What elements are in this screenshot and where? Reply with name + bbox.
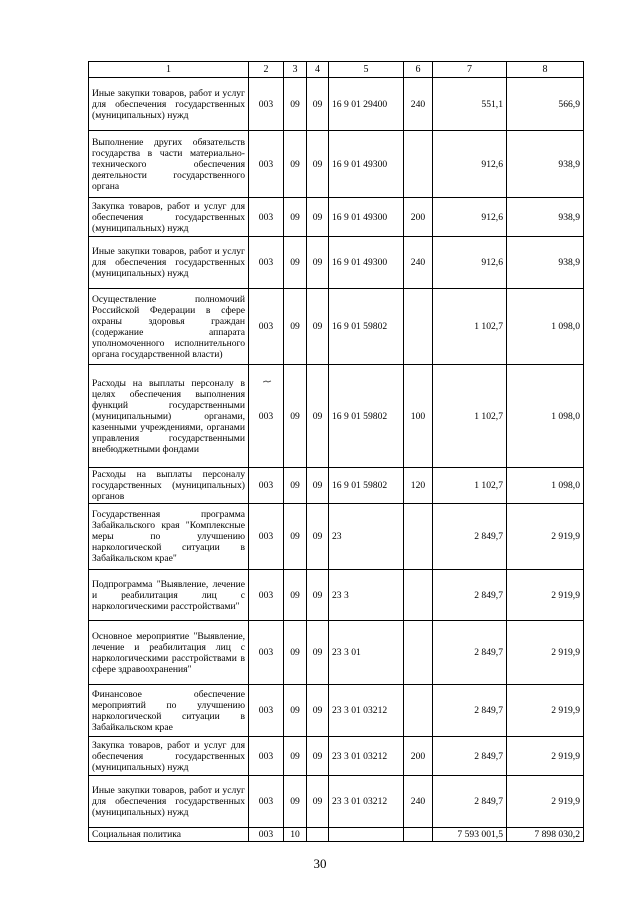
row-name: Подпрограмма "Выявление, лечение и реабилитация лиц с наркологическими расстройствами" bbox=[89, 570, 249, 621]
amount-col8: 2 919,9 bbox=[507, 621, 584, 685]
amount-col8: 2 919,9 bbox=[507, 570, 584, 621]
subsection-code: 09 bbox=[307, 621, 329, 685]
amount-col7: 2 849,7 bbox=[433, 621, 507, 685]
table-row bbox=[89, 828, 584, 842]
target-article-code: 23 bbox=[329, 504, 404, 570]
table-body bbox=[89, 62, 584, 842]
subsection-code: 09 bbox=[307, 131, 329, 198]
subsection-code: 09 bbox=[307, 685, 329, 737]
table-row bbox=[89, 289, 584, 365]
ministry-code: 003 bbox=[249, 737, 284, 776]
expense-type-code: 240 bbox=[404, 237, 433, 289]
amount-col8: 2 919,9 bbox=[507, 737, 584, 776]
amount-col8: 938,9 bbox=[507, 198, 584, 237]
ministry-code: 003 bbox=[249, 131, 284, 198]
table-row bbox=[89, 504, 584, 570]
amount-col8: 2 919,9 bbox=[507, 776, 584, 828]
expense-type-code bbox=[404, 828, 433, 842]
ministry-code: 003 bbox=[249, 78, 284, 131]
section-code: 09 bbox=[284, 289, 307, 365]
ministry-code: 003 bbox=[249, 570, 284, 621]
subsection-code: 09 bbox=[307, 198, 329, 237]
expense-type-code bbox=[404, 504, 433, 570]
target-article-code: 23 3 01 03212 bbox=[329, 737, 404, 776]
subsection-code: 09 bbox=[307, 504, 329, 570]
subsection-code: 09 bbox=[307, 365, 329, 468]
amount-col7: 912,6 bbox=[433, 237, 507, 289]
ministry-code: 003 bbox=[249, 365, 284, 468]
ministry-code: 003 bbox=[249, 621, 284, 685]
row-name: Расходы на выплаты персоналу в целях обеспечения выполнения функций государственными (муниципальными) органами, казенными учреждениями, органами управления государственными внебюджетными фондами bbox=[89, 365, 249, 468]
column-header: 4 bbox=[307, 62, 329, 78]
table-row bbox=[89, 737, 584, 776]
row-name: Иные закупки товаров, работ и услуг для обеспечения государственных (муниципальных) нужд bbox=[89, 237, 249, 289]
target-article-code: 16 9 01 49300 bbox=[329, 237, 404, 289]
row-name: Иные закупки товаров, работ и услуг для обеспечения государственных (муниципальных) нужд bbox=[89, 776, 249, 828]
table-row bbox=[89, 776, 584, 828]
amount-col8: 938,9 bbox=[507, 131, 584, 198]
section-code: 09 bbox=[284, 621, 307, 685]
section-code: 10 bbox=[284, 828, 307, 842]
column-header: 7 bbox=[433, 62, 507, 78]
subsection-code: 09 bbox=[307, 737, 329, 776]
target-article-code: 16 9 01 49300 bbox=[329, 131, 404, 198]
target-article-code: 23 3 01 bbox=[329, 621, 404, 685]
amount-col8: 1 098,0 bbox=[507, 289, 584, 365]
row-name: Основное мероприятие "Выявление, лечение и реабилитация лиц с наркологическими расстройствами в сфере здравоохранения" bbox=[89, 621, 249, 685]
section-code: 09 bbox=[284, 365, 307, 468]
table-row bbox=[89, 131, 584, 198]
column-header: 5 bbox=[329, 62, 404, 78]
expense-type-code: 100 bbox=[404, 365, 433, 468]
amount-col8: 1 098,0 bbox=[507, 468, 584, 504]
section-code: 09 bbox=[284, 504, 307, 570]
table-row bbox=[89, 621, 584, 685]
ministry-code: 003 bbox=[249, 685, 284, 737]
amount-col7: 1 102,7 bbox=[433, 468, 507, 504]
amount-col7: 7 593 001,5 bbox=[433, 828, 507, 842]
subsection-code: 09 bbox=[307, 78, 329, 131]
target-article-code: 23 3 01 03212 bbox=[329, 776, 404, 828]
amount-col7: 551,1 bbox=[433, 78, 507, 131]
expense-type-code bbox=[404, 621, 433, 685]
row-name: Закупка товаров, работ и услуг для обеспечения государственных (муниципальных) нужд bbox=[89, 737, 249, 776]
ministry-code: 003 bbox=[249, 468, 284, 504]
amount-col7: 912,6 bbox=[433, 198, 507, 237]
target-article-code: 16 9 01 29400 bbox=[329, 78, 404, 131]
section-code: 09 bbox=[284, 776, 307, 828]
expense-type-code bbox=[404, 570, 433, 621]
ministry-code: 003 bbox=[249, 828, 284, 842]
table-row bbox=[89, 468, 584, 504]
section-code: 09 bbox=[284, 78, 307, 131]
amount-col7: 2 849,7 bbox=[433, 504, 507, 570]
section-code: 09 bbox=[284, 570, 307, 621]
subsection-code: 09 bbox=[307, 776, 329, 828]
expense-type-code: 200 bbox=[404, 737, 433, 776]
row-name: Выполнение других обязательств государства в части материально-технического обеспечения деятельности государственного органа bbox=[89, 131, 249, 198]
subsection-code: 09 bbox=[307, 570, 329, 621]
table-row bbox=[89, 237, 584, 289]
target-article-code: 23 3 01 03212 bbox=[329, 685, 404, 737]
table-row bbox=[89, 685, 584, 737]
amount-col8: 2 919,9 bbox=[507, 685, 584, 737]
amount-col8: 1 098,0 bbox=[507, 365, 584, 468]
table-row bbox=[89, 78, 584, 131]
ministry-code: 003 bbox=[249, 198, 284, 237]
row-name: Государственная программа Забайкальского края "Комплексные меры по улучшению наркологической ситуации в Забайкальском крае" bbox=[89, 504, 249, 570]
target-article-code: 16 9 01 59802 bbox=[329, 289, 404, 365]
section-code: 09 bbox=[284, 468, 307, 504]
expense-type-code bbox=[404, 685, 433, 737]
amount-col8: 7 898 030,2 bbox=[507, 828, 584, 842]
table-row bbox=[89, 198, 584, 237]
amount-col7: 1 102,7 bbox=[433, 365, 507, 468]
section-code: 09 bbox=[284, 198, 307, 237]
table-row bbox=[89, 570, 584, 621]
target-article-code: 16 9 01 59802 bbox=[329, 468, 404, 504]
target-article-code: 23 3 bbox=[329, 570, 404, 621]
row-name: Осуществление полномочий Российской Федерации в сфере охраны здоровья граждан (содержание аппарата уполномоченного исполнительного органа государственной власти) bbox=[89, 289, 249, 365]
amount-col8: 2 919,9 bbox=[507, 504, 584, 570]
section-code: 09 bbox=[284, 737, 307, 776]
ministry-code: 003 bbox=[249, 289, 284, 365]
expense-type-code bbox=[404, 131, 433, 198]
table-row bbox=[89, 365, 584, 468]
page-number: 30 bbox=[313, 856, 327, 871]
column-header: 8 bbox=[507, 62, 584, 78]
expense-type-code bbox=[404, 289, 433, 365]
amount-col7: 2 849,7 bbox=[433, 737, 507, 776]
expense-type-code: 240 bbox=[404, 78, 433, 131]
row-name: Финансовое обеспечение мероприятий по улучшению наркологической ситуации в Забайкальском крае bbox=[89, 685, 249, 737]
amount-col8: 566,9 bbox=[507, 78, 584, 131]
subsection-code bbox=[307, 828, 329, 842]
expense-type-code: 240 bbox=[404, 776, 433, 828]
row-name: Иные закупки товаров, работ и услуг для обеспечения государственных (муниципальных) нужд bbox=[89, 78, 249, 131]
section-code: 09 bbox=[284, 685, 307, 737]
amount-col7: 2 849,7 bbox=[433, 685, 507, 737]
target-article-code: 16 9 01 49300 bbox=[329, 198, 404, 237]
budget-table bbox=[88, 61, 584, 842]
header-row bbox=[89, 62, 584, 78]
ministry-code: 003 bbox=[249, 776, 284, 828]
subsection-code: 09 bbox=[307, 289, 329, 365]
subsection-code: 09 bbox=[307, 468, 329, 504]
row-name: Закупка товаров, работ и услуг для обеспечения государственных (муниципальных) нужд bbox=[89, 198, 249, 237]
section-code: 09 bbox=[284, 237, 307, 289]
ministry-code: 003 bbox=[249, 504, 284, 570]
amount-col7: 1 102,7 bbox=[433, 289, 507, 365]
target-article-code bbox=[329, 828, 404, 842]
target-article-code: 16 9 01 59802 bbox=[329, 365, 404, 468]
column-header: 3 bbox=[284, 62, 307, 78]
expense-type-code: 200 bbox=[404, 198, 433, 237]
subsection-code: 09 bbox=[307, 237, 329, 289]
amount-col7: 912,6 bbox=[433, 131, 507, 198]
column-header: 1 bbox=[89, 62, 249, 78]
scan-speck-mark bbox=[263, 380, 272, 384]
ministry-code: 003 bbox=[249, 237, 284, 289]
amount-col7: 2 849,7 bbox=[433, 570, 507, 621]
row-name: Социальная политика bbox=[89, 828, 249, 842]
section-code: 09 bbox=[284, 131, 307, 198]
column-header: 6 bbox=[404, 62, 433, 78]
amount-col8: 938,9 bbox=[507, 237, 584, 289]
column-header: 2 bbox=[249, 62, 284, 78]
expense-type-code: 120 bbox=[404, 468, 433, 504]
row-name: Расходы на выплаты персоналу государственных (муниципальных) органов bbox=[89, 468, 249, 504]
amount-col7: 2 849,7 bbox=[433, 776, 507, 828]
